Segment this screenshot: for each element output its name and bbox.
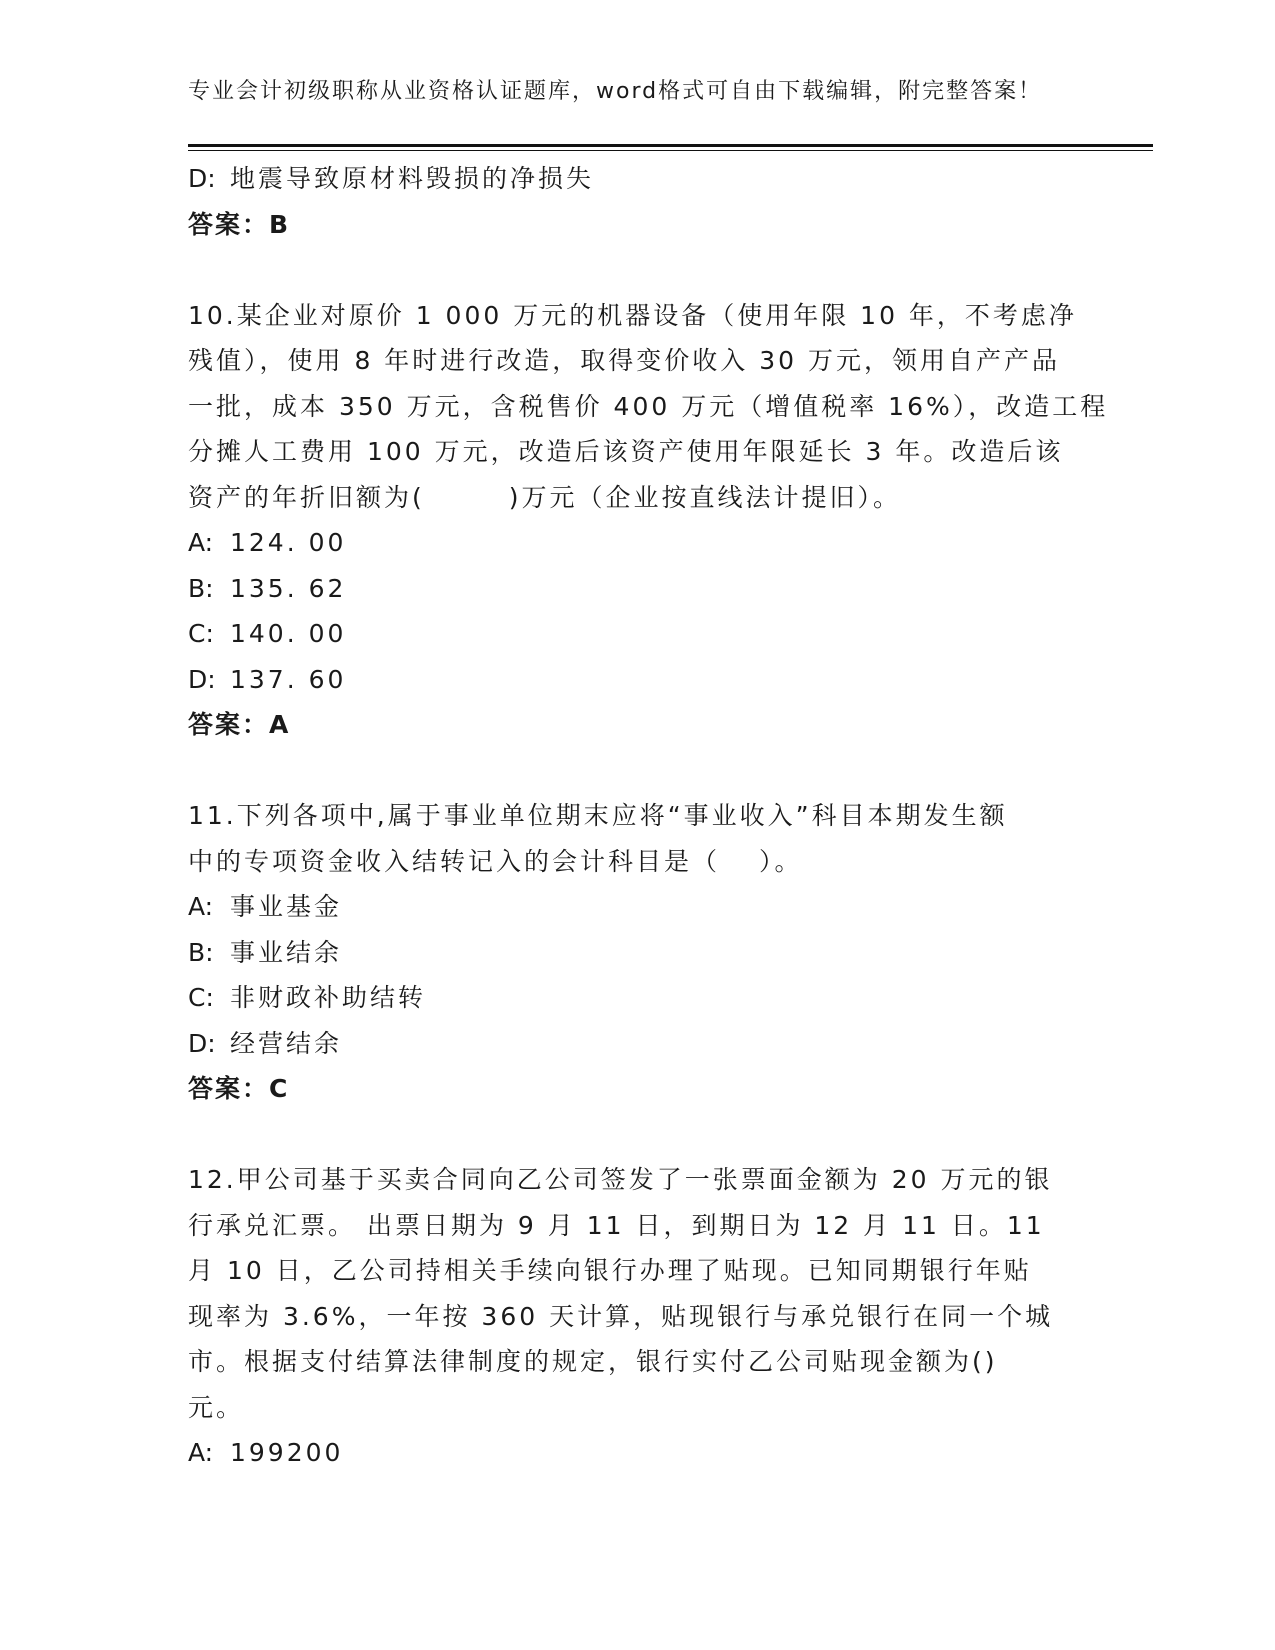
spacer bbox=[188, 748, 1088, 794]
question-text-line: 分摊人工费用 100 万元，改造后该资产使用年限延长 3 年。改造后该 bbox=[188, 437, 1064, 466]
option-key: A: bbox=[188, 892, 214, 921]
question-10 bbox=[188, 293, 1109, 748]
question-text-line: 一批，成本 350 万元，含税售价 400 万元（增值税率 16%），改造工程 bbox=[188, 391, 1109, 421]
header-rule-thin bbox=[188, 150, 1153, 151]
question-text-line: 10.某企业对原价 1 000 万元的机器设备（使用年限 10 年，不考虑净 bbox=[188, 300, 1077, 330]
option-line bbox=[188, 657, 1088, 703]
option-text: 135. 62 bbox=[230, 573, 347, 603]
question-text-line: 中的专项资金收入结转记入的会计科目是（ ）。 bbox=[188, 846, 803, 876]
question-text-line: 残值），使用 8 年时进行改造，取得变价收入 30 万元，领用自产产品 bbox=[188, 346, 1061, 375]
question-text-line: 市。根据支付结算法律制度的规定，银行实付乙公司贴现金额为() bbox=[188, 1347, 998, 1376]
option-line bbox=[188, 520, 1088, 566]
option-key: B: bbox=[188, 937, 214, 967]
option-line bbox=[188, 975, 1088, 1021]
option-text: 140. 00 bbox=[230, 619, 347, 648]
option-text: 199200 bbox=[230, 1438, 344, 1467]
option-key: D: bbox=[188, 164, 216, 193]
option-key: B: bbox=[188, 573, 214, 603]
option-text: 137. 60 bbox=[230, 664, 347, 694]
question-content bbox=[188, 156, 1109, 1476]
option-key: C: bbox=[188, 983, 214, 1012]
option-line bbox=[188, 156, 1088, 202]
option-text: 事业基金 bbox=[230, 892, 343, 921]
header-rule-thick bbox=[188, 144, 1153, 147]
answer-line: 答案：A bbox=[188, 710, 291, 739]
option-line bbox=[188, 1021, 1088, 1067]
question-text-line: 11.下列各项中,属于事业单位期末应将“事业收入”科目本期发生额 bbox=[188, 801, 1008, 830]
option-line bbox=[188, 1430, 1088, 1476]
question-text-line: 行承兑汇票。 出票日期为 9 月 11 日，到期日为 12 月 11 日。11 bbox=[188, 1210, 1045, 1240]
option-key: D: bbox=[188, 1028, 216, 1058]
option-line bbox=[188, 930, 1088, 976]
spacer bbox=[188, 247, 1088, 293]
option-line bbox=[188, 611, 1088, 657]
question-12 bbox=[188, 1157, 1088, 1476]
option-text: 事业结余 bbox=[230, 937, 343, 967]
option-key: D: bbox=[188, 664, 216, 694]
option-key: A: bbox=[188, 1438, 214, 1467]
page-header: 专业会计初级职称从业资格认证题库，word格式可自由下载编辑，附完整答案！ bbox=[188, 79, 1043, 104]
option-text: 地震导致原材料毁损的净损失 bbox=[230, 164, 595, 193]
question-11 bbox=[188, 793, 1088, 1112]
question-text-line: 资产的年折旧额为( )万元（企业按直线法计提旧）。 bbox=[188, 482, 902, 512]
question-text-line: 12.甲公司基于买卖合同向乙公司签发了一张票面金额为 20 万元的银 bbox=[188, 1165, 1053, 1194]
option-text: 124. 00 bbox=[230, 528, 347, 557]
option-text: 经营结余 bbox=[230, 1028, 343, 1058]
spacer bbox=[188, 1112, 1088, 1158]
question-text-line: 元。 bbox=[188, 1392, 245, 1422]
option-line bbox=[188, 884, 1088, 930]
option-key: C: bbox=[188, 619, 214, 648]
option-key: A: bbox=[188, 528, 214, 557]
option-text: 非财政补助结转 bbox=[230, 983, 427, 1012]
answer-line: 答案：B bbox=[188, 209, 291, 239]
answer-line: 答案：C bbox=[188, 1074, 290, 1103]
option-line bbox=[188, 566, 1088, 612]
question-text-line: 月 10 日，乙公司持相关手续向银行办理了贴现。已知同期银行年贴 bbox=[188, 1256, 1032, 1285]
question-text-line: 现率为 3.6%，一年按 360 天计算，贴现银行与承兑银行在同一个城 bbox=[188, 1301, 1054, 1331]
